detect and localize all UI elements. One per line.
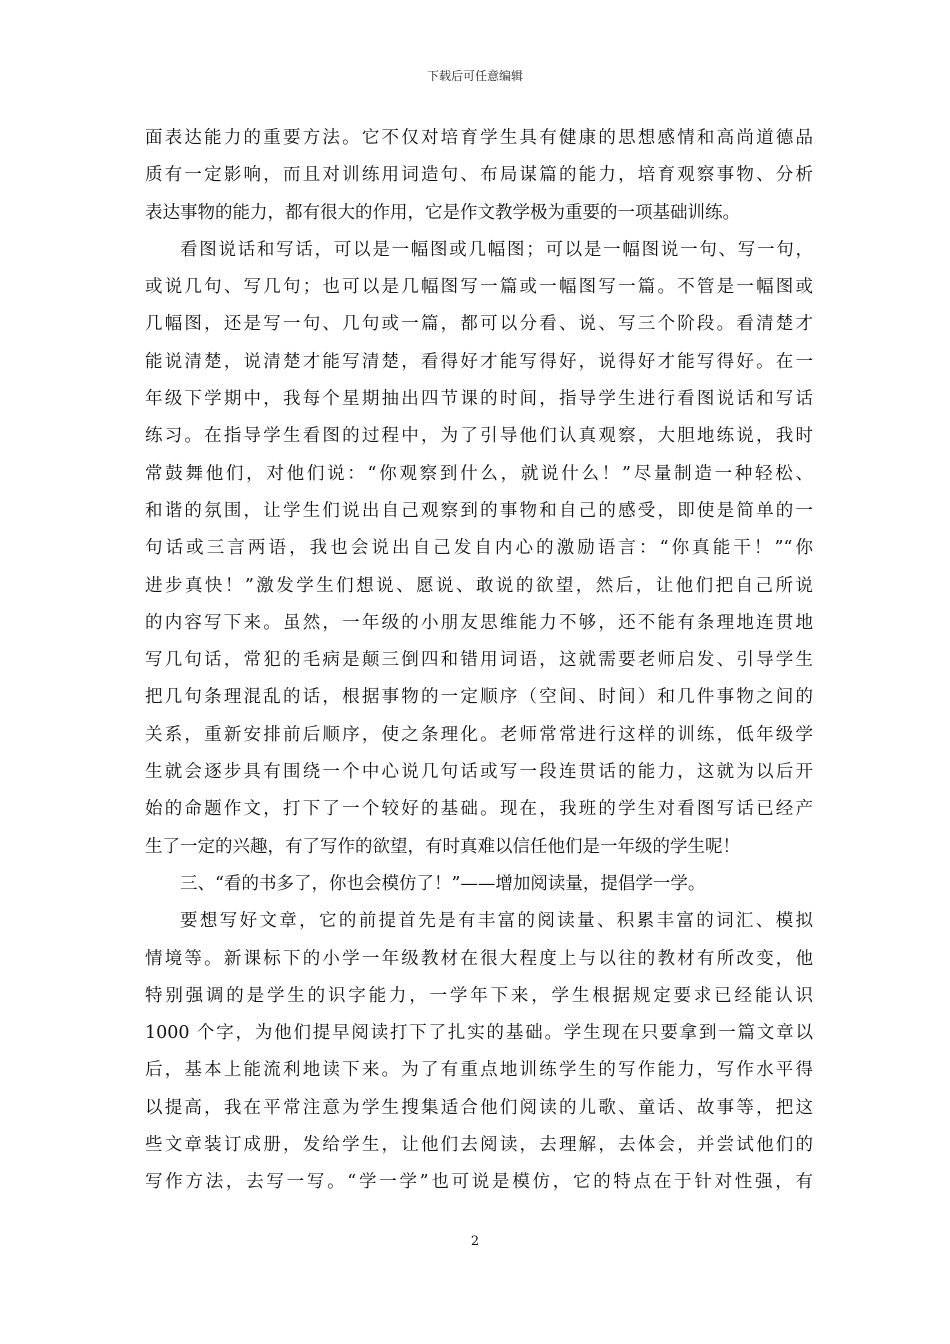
page-number: 2 xyxy=(470,1234,480,1249)
document-body xyxy=(145,120,813,1202)
text-line: 些文章装订成册，发给学生，让他们去阅读，去理解，去体会，并尝试他们的 xyxy=(145,1135,813,1156)
text-line: 几幅图，还是写一句、几句或一篇，都可以分看、说、写三个阶段。看清楚才 xyxy=(145,314,813,335)
text-line: 1000 个字，为他们提早阅读打下了扎实的基础。学生现在只要拿到一篇文章以 xyxy=(145,1023,813,1044)
text-line: 表达事物的能力，都有很大的作用，它是作文教学极为重要的一项基础训练。 xyxy=(145,202,740,223)
text-line: 进步真快！”激发学生们想说、愿说、敢说的欲望，然后，让他们把自己所说 xyxy=(145,575,813,596)
page-header: 下载后可任意编辑 xyxy=(426,69,523,83)
text-line: 练习。在指导学生看图的过程中，为了引导他们认真观察，大胆地练说，我时 xyxy=(145,426,813,447)
text-line: 写作方法，去写一写。“学一学”也可说是模仿，它的特点在于针对性强，有 xyxy=(145,1172,813,1193)
text-line: 以提高，我在平常注意为学生搜集适合他们阅读的儿歌、童话、故事等，把这 xyxy=(145,1097,813,1118)
text-line: 把几句条理混乱的话，根据事物的一定顺序（空间、时间）和几件事物之间的 xyxy=(145,687,813,708)
text-line: 特别强调的是学生的识字能力，一学年下来，学生根据规定要求已经能认识 xyxy=(145,985,813,1006)
text-line: 生就会逐步具有围绕一个中心说几句话或写一段连贯话的能力，这就为以后开 xyxy=(145,762,813,783)
text-line: 情境等。新课标下的小学一年级教材在很大程度上与以往的教材有所改变，他 xyxy=(145,948,813,969)
text-line: 关系，重新安排前后顺序，使之条理化。老师常常进行这样的训练，低年级学 xyxy=(145,724,813,745)
text-line: 要想写好文章，它的前提首先是有丰富的阅读量、积累丰富的词汇、模拟 xyxy=(180,911,813,932)
text-line: 始的命题作文，打下了一个较好的基础。现在，我班的学生对看图写话已经产 xyxy=(145,799,813,820)
text-line: 三、“看的书多了，你也会模仿了！”——增加阅读量，提倡学一学。 xyxy=(180,873,706,894)
text-line: 面表达能力的重要方法。它不仅对培育学生具有健康的思想感情和高尚道德品 xyxy=(145,128,813,148)
text-line: 看图说话和写话，可以是一幅图或几幅图；可以是一幅图说一句、写一句， xyxy=(180,239,813,260)
text-line: 质有一定影响，而且对训练用词造句、布局谋篇的能力，培育观察事物、分析 xyxy=(145,165,813,186)
text-line: 的内容写下来。虽然，一年级的小朋友思维能力不够，还不能有条理地连贯地 xyxy=(145,612,813,633)
text-line: 句话或三言两语，我也会说出自己发自内心的激励语言：“你真能干！”“你 xyxy=(145,538,813,559)
text-line: 生了一定的兴趣，有了写作的欲望，有时真难以信任他们是一年级的学生呢！ xyxy=(145,836,740,857)
text-line: 年级下学期中，我每个星期抽出四节课的时间，指导学生进行看图说话和写话 xyxy=(145,389,813,410)
text-line: 能说清楚，说清楚才能写清楚，看得好才能写得好，说得好才能写得好。在一 xyxy=(145,351,813,372)
text-line: 后，基本上能流利地读下来。为了有重点地训练学生的写作能力，写作水平得 xyxy=(145,1060,813,1081)
text-line: 写几句话，常犯的毛病是颠三倒四和错用词语，这就需要老师启发、引导学生 xyxy=(145,650,813,671)
text-line: 或说几句、写几句；也可以是几幅图写一篇或一幅图写一篇。不管是一幅图或 xyxy=(145,277,813,298)
text-line: 和谐的氛围，让学生们说出自己观察到的事物和自己的感受，即使是简单的一 xyxy=(145,500,813,521)
text-line: 常鼓舞他们，对他们说：“你观察到什么，就说什么！”尽量制造一种轻松、 xyxy=(145,463,813,484)
